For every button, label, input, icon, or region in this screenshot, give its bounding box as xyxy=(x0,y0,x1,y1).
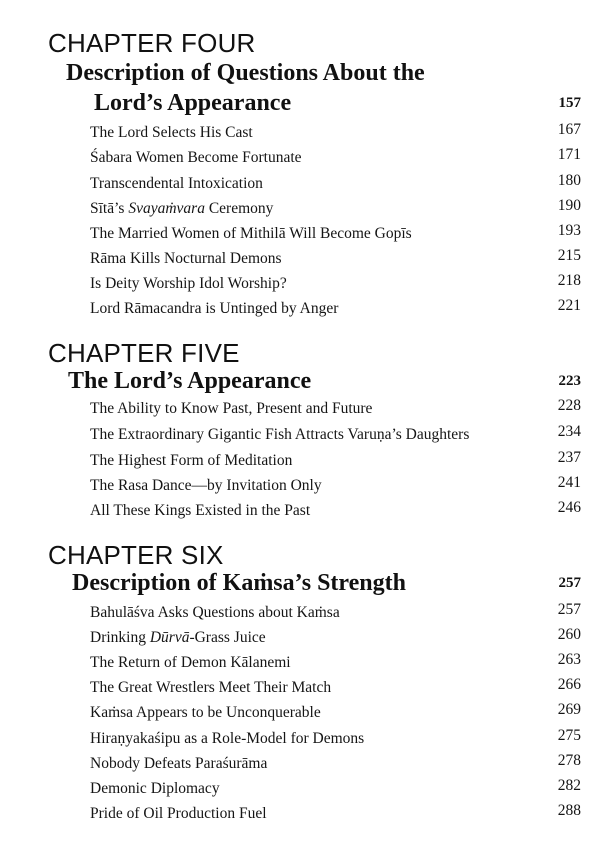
toc-entry-title xyxy=(90,629,266,647)
chapter-label: CHAPTER FOUR xyxy=(48,28,256,58)
toc-entry-title: The Extraordinary Gigantic Fish Attracts Varuṇa’s Daughters xyxy=(90,426,470,443)
toc-entry-page: 288 xyxy=(557,802,581,819)
toc-entry[interactable] xyxy=(0,474,600,501)
toc-entry[interactable] xyxy=(0,197,600,224)
toc-entry-page: 241 xyxy=(557,474,581,491)
toc-entry[interactable] xyxy=(0,222,600,249)
chapter-title: The Lord’s Appearance xyxy=(68,368,312,394)
toc-entry-title: Śabara Women Become Fortunate xyxy=(90,149,302,166)
toc-entry-title: Pride of Oil Production Fuel xyxy=(90,805,267,822)
toc-entry-page: 278 xyxy=(557,752,581,769)
toc-entry-title: Transcendental Intoxication xyxy=(90,175,263,192)
toc-entry-page: 237 xyxy=(557,449,581,466)
toc-entry[interactable] xyxy=(0,802,600,829)
title-part: -Grass Juice xyxy=(189,629,266,646)
toc-entry-title: Rāma Kills Nocturnal Demons xyxy=(90,250,282,267)
toc-entry-title: Hiraṇyakaśipu as a Role-Model for Demons xyxy=(90,730,365,747)
toc-entry-page: 263 xyxy=(557,651,581,668)
toc-entry[interactable] xyxy=(0,752,600,779)
toc-entry-title: Lord Rāmacandra is Untinged by Anger xyxy=(90,300,339,317)
title-part: Drinking xyxy=(90,629,150,646)
toc-entry-title: Demonic Diplomacy xyxy=(90,780,220,797)
toc-entry-page: 190 xyxy=(557,197,581,214)
toc-entry-title: The Return of Demon Kālanemi xyxy=(90,654,291,671)
toc-entry-title: The Lord Selects His Cast xyxy=(90,124,253,141)
chapter-page-number: 223 xyxy=(558,373,581,389)
chapter-label: CHAPTER SIX xyxy=(48,540,224,570)
toc-entry-page: 260 xyxy=(557,626,581,643)
toc-entry-page: 282 xyxy=(557,777,581,794)
toc-entry-title: The Highest Form of Meditation xyxy=(90,452,293,469)
toc-entry-page: 228 xyxy=(557,397,581,414)
chapter-title: Description of Kaṁsa’s Strength xyxy=(72,570,406,596)
toc-entry[interactable] xyxy=(0,727,600,754)
toc-entry[interactable] xyxy=(0,676,600,703)
toc-entry[interactable] xyxy=(0,601,600,628)
toc-entry-page: 269 xyxy=(557,701,581,718)
toc-entry-page: 215 xyxy=(557,247,581,264)
chapter-title: Description of Questions About the xyxy=(66,60,425,86)
toc-entry-page: 246 xyxy=(557,499,581,516)
toc-entry-title: Kaṁsa Appears to be Unconquerable xyxy=(90,704,321,721)
toc-entry-page: 180 xyxy=(557,172,581,189)
toc-entry-title: The Married Women of Mithilā Will Become Gopīs xyxy=(90,225,412,242)
toc-entry[interactable] xyxy=(0,172,600,199)
toc-entry[interactable] xyxy=(0,449,600,476)
chapter-page-number: 157 xyxy=(558,95,581,111)
toc-entry-page: 275 xyxy=(557,727,581,744)
title-part-italic: Svayaṁvara xyxy=(128,200,205,217)
toc-entry-page: 171 xyxy=(557,146,581,163)
toc-entry[interactable] xyxy=(0,777,600,804)
toc-entry[interactable] xyxy=(0,272,600,299)
toc-entry-page: 193 xyxy=(557,222,581,239)
title-part: Sītā’s xyxy=(90,200,129,217)
toc-entry[interactable] xyxy=(0,247,600,274)
toc-entry-page: 266 xyxy=(557,676,581,693)
title-part-italic: Dūrvā xyxy=(149,629,190,646)
chapter-title-continued: Lord’s Appearance xyxy=(94,90,292,116)
chapter-label: CHAPTER FIVE xyxy=(48,338,240,368)
toc-entry[interactable] xyxy=(0,701,600,728)
toc-entry[interactable] xyxy=(0,423,600,450)
toc-entry-title: Is Deity Worship Idol Worship? xyxy=(90,275,287,292)
title-part: Ceremony xyxy=(204,200,274,217)
toc-entry-title: Bahulāśva Asks Questions about Kaṁsa xyxy=(90,604,340,621)
toc-entry-title: The Great Wrestlers Meet Their Match xyxy=(90,679,332,696)
toc-entry-title: The Ability to Know Past, Present and Future xyxy=(90,400,373,417)
chapter-page-number: 257 xyxy=(558,575,581,591)
toc-entry[interactable] xyxy=(0,651,600,678)
toc-entry-page: 234 xyxy=(557,423,581,440)
toc-entry-page: 257 xyxy=(557,601,581,618)
toc-entry-title: All These Kings Existed in the Past xyxy=(90,502,311,519)
toc-entry-title: Nobody Defeats Paraśurāma xyxy=(90,755,268,772)
toc-entry-page: 221 xyxy=(557,297,581,314)
toc-entry-page: 218 xyxy=(557,272,581,289)
toc-entry[interactable] xyxy=(0,146,600,173)
toc-entry[interactable] xyxy=(0,397,600,424)
toc-entry-title: The Rasa Dance—by Invitation Only xyxy=(90,477,322,494)
toc-entry-page: 167 xyxy=(557,121,581,138)
toc-entry[interactable] xyxy=(0,297,600,324)
toc-entry[interactable] xyxy=(0,499,600,526)
toc-entry[interactable] xyxy=(0,626,600,653)
toc-entry[interactable] xyxy=(0,121,600,148)
toc-entry-title xyxy=(90,200,273,218)
